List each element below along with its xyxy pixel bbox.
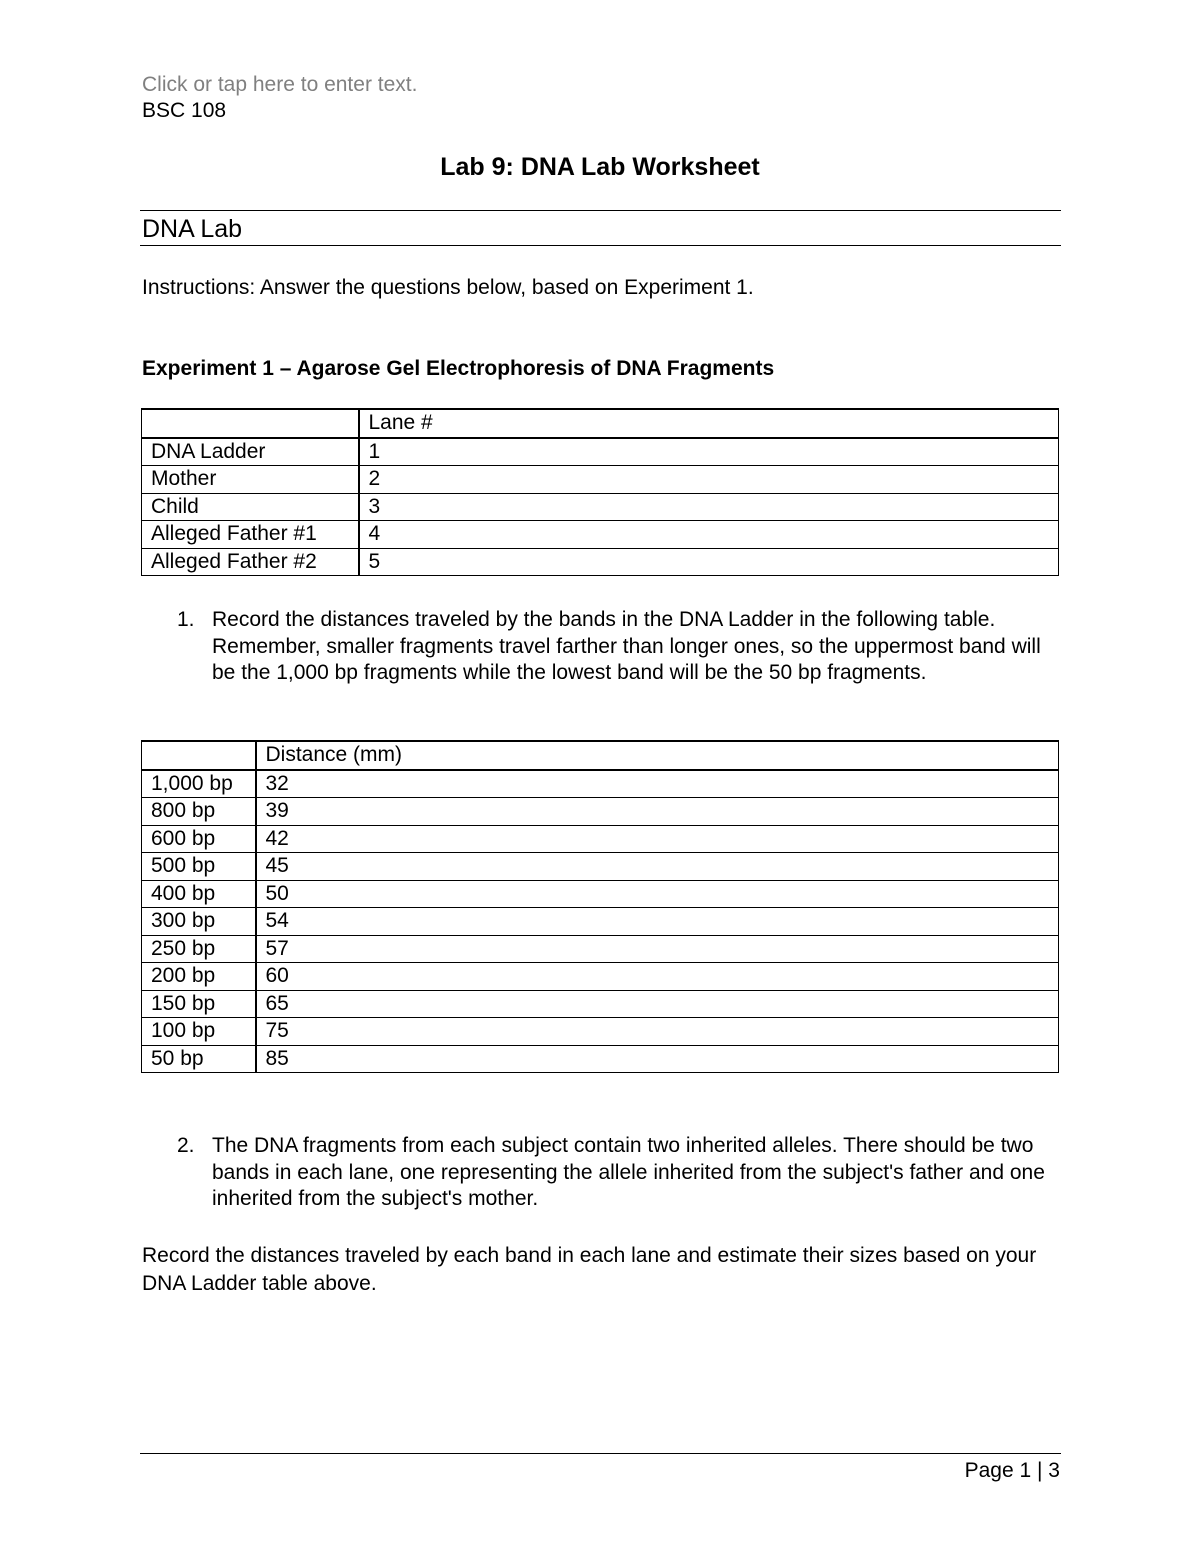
subject-cell: Alleged Father #1 [142, 521, 359, 549]
distance-cell[interactable]: 45 [256, 853, 1059, 881]
instructions-text: Instructions: Answer the questions below, based on Experiment 1. [142, 276, 754, 299]
page-number: Page 1 | 3 [964, 1459, 1060, 1482]
question-text: The DNA fragments from each subject contain two inherited alleles. There should be two bands in each lane, one representing the allele inherited from the subject's father and one inherited from the subject's mother. [212, 1134, 1045, 1210]
table-row [142, 880, 1059, 908]
table-row [142, 963, 1059, 991]
table-row [142, 825, 1059, 853]
fragment-size-cell: 500 bp [142, 853, 256, 881]
table-row [142, 521, 1059, 549]
section-title: DNA Lab [142, 215, 243, 243]
distance-cell[interactable]: 57 [256, 935, 1059, 963]
distance-cell[interactable]: 39 [256, 798, 1059, 826]
table-header-cell: Distance (mm) [256, 741, 1059, 770]
name-placeholder-field[interactable]: Click or tap here to enter text. [142, 73, 418, 96]
subject-cell: DNA Ladder [142, 438, 359, 466]
table-row [142, 1045, 1059, 1073]
table-row [142, 798, 1059, 826]
page-title: Lab 9: DNA Lab Worksheet [440, 153, 760, 181]
section-rule-top [140, 210, 1061, 211]
lane-cell[interactable]: 2 [359, 466, 1059, 494]
distance-cell[interactable]: 85 [256, 1045, 1059, 1073]
distance-cell[interactable]: 54 [256, 908, 1059, 936]
table-row [142, 466, 1059, 494]
table-row [142, 438, 1059, 466]
distance-cell[interactable]: 42 [256, 825, 1059, 853]
fragment-size-cell: 1,000 bp [142, 770, 256, 798]
lane-table [141, 408, 1059, 576]
section-rule-bottom [140, 245, 1061, 246]
lane-cell[interactable]: 1 [359, 438, 1059, 466]
table-row [142, 770, 1059, 798]
fragment-size-cell: 250 bp [142, 935, 256, 963]
lane-cell[interactable]: 5 [359, 548, 1059, 576]
subject-cell: Mother [142, 466, 359, 494]
question-text: Record the distances traveled by the bands in the DNA Ladder in the following table. Remember, smaller fragments travel farther than longer ones, so the uppermost band will be the 1,000 bp fragments while the lowest band will be the 50 bp fragments. [212, 608, 1041, 684]
lane-cell[interactable]: 4 [359, 521, 1059, 549]
table-row [142, 493, 1059, 521]
fragment-size-cell: 800 bp [142, 798, 256, 826]
ladder-table-header [142, 741, 1059, 770]
distance-cell[interactable]: 50 [256, 880, 1059, 908]
fragment-size-cell: 300 bp [142, 908, 256, 936]
table-cell [142, 741, 256, 770]
table-row [142, 853, 1059, 881]
course-code: BSC 108 [142, 99, 227, 122]
record-instructions: Record the distances traveled by each band in each lane and estimate their sizes based on your DNA Ladder table above. [142, 1244, 1037, 1295]
distance-cell[interactable]: 65 [256, 990, 1059, 1018]
fragment-size-cell: 400 bp [142, 880, 256, 908]
subject-cell: Alleged Father #2 [142, 548, 359, 576]
table-cell [142, 409, 359, 438]
lane-table-header [142, 409, 1059, 438]
subject-cell: Child [142, 493, 359, 521]
table-row [142, 935, 1059, 963]
distance-cell[interactable]: 60 [256, 963, 1059, 991]
question-number: 2. [177, 1134, 195, 1157]
table-row [142, 1018, 1059, 1046]
fragment-size-cell: 50 bp [142, 1045, 256, 1073]
table-row [142, 908, 1059, 936]
fragment-size-cell: 600 bp [142, 825, 256, 853]
distance-cell[interactable]: 32 [256, 770, 1059, 798]
table-row [142, 548, 1059, 576]
question-number: 1. [177, 608, 195, 631]
table-header-cell: Lane # [359, 409, 1059, 438]
footer-rule [140, 1453, 1061, 1454]
lane-cell[interactable]: 3 [359, 493, 1059, 521]
experiment-heading: Experiment 1 – Agarose Gel Electrophoresis of DNA Fragments [142, 357, 775, 380]
fragment-size-cell: 150 bp [142, 990, 256, 1018]
table-row [142, 990, 1059, 1018]
ladder-table [141, 740, 1059, 1073]
fragment-size-cell: 200 bp [142, 963, 256, 991]
distance-cell[interactable]: 75 [256, 1018, 1059, 1046]
fragment-size-cell: 100 bp [142, 1018, 256, 1046]
